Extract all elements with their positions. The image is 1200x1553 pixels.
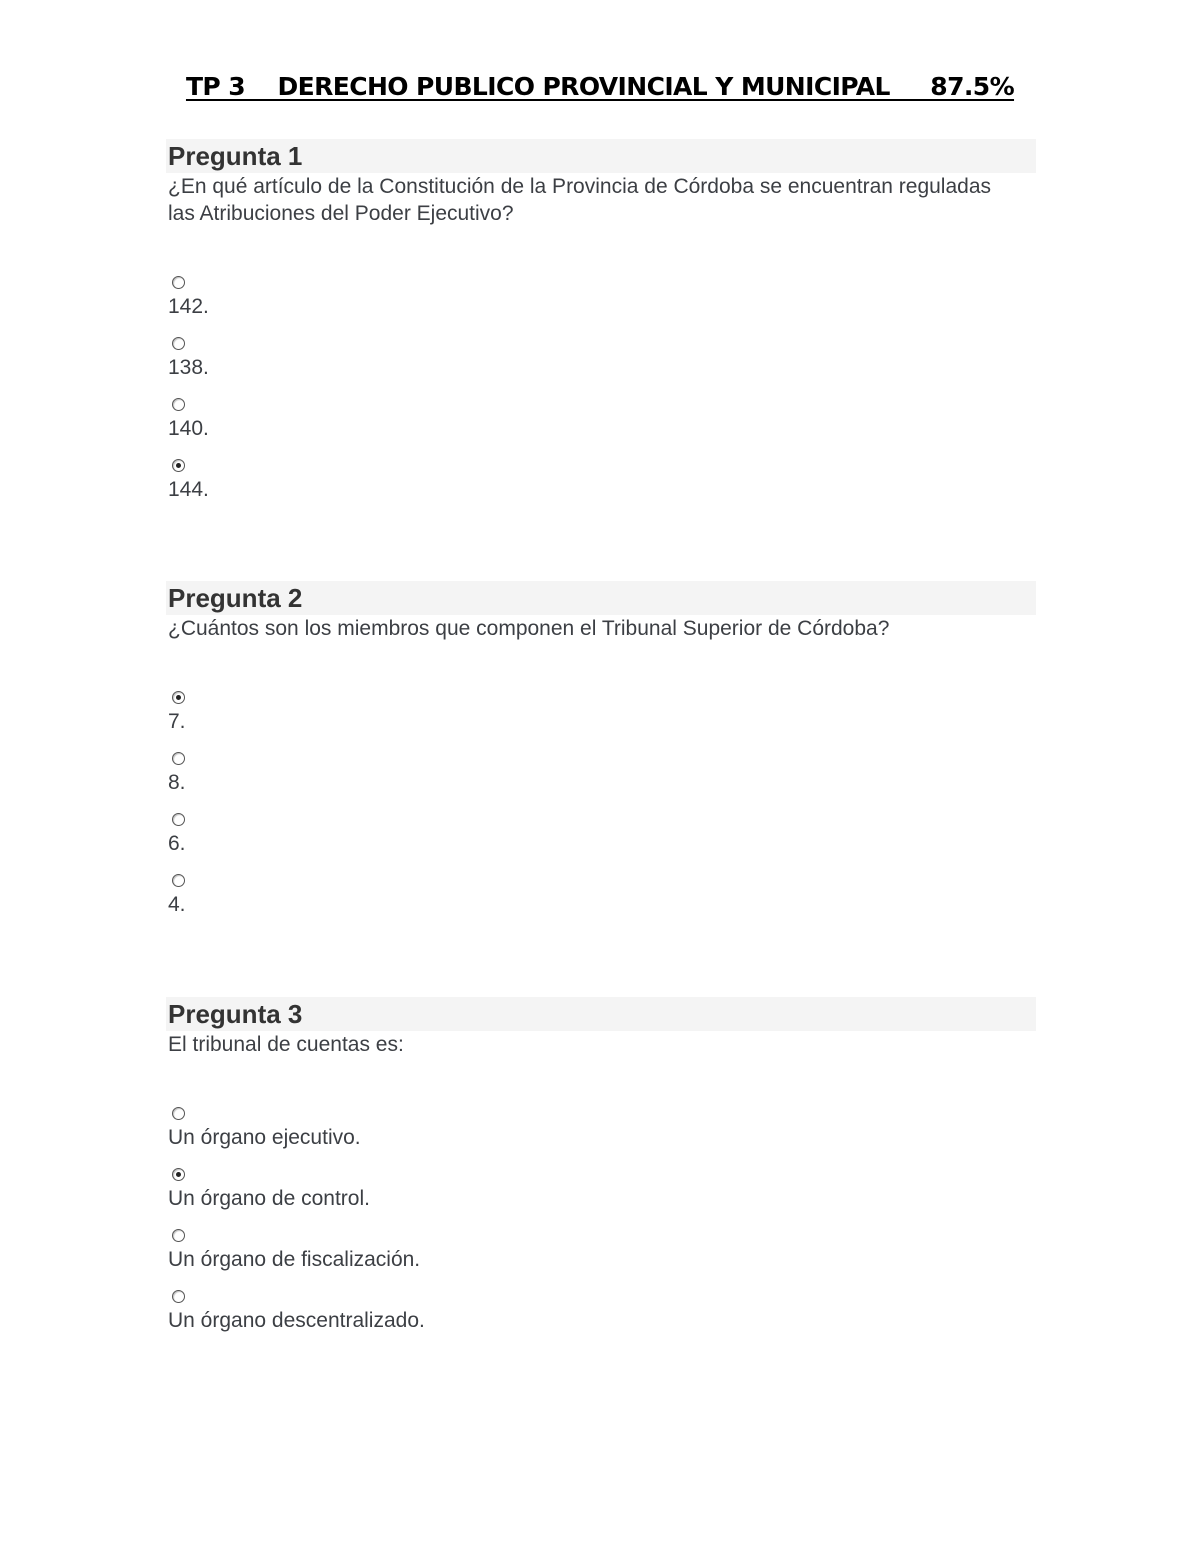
answer-option[interactable] <box>168 813 186 874</box>
question-2 <box>166 581 1036 916</box>
radio-button-selected[interactable] <box>172 459 185 472</box>
answer-label: 6. <box>168 832 186 855</box>
answer-label: 8. <box>168 771 186 794</box>
radio-button[interactable] <box>172 337 185 350</box>
question-1 <box>166 139 1036 501</box>
answer-option[interactable] <box>168 874 186 935</box>
answer-label: 7. <box>168 710 186 733</box>
question-header: Pregunta 2 <box>166 581 1036 615</box>
answer-option[interactable] <box>168 398 209 459</box>
question-3 <box>166 997 1036 1332</box>
question-header: Pregunta 1 <box>166 139 1036 173</box>
radio-button-selected[interactable] <box>172 691 185 704</box>
radio-button[interactable] <box>172 276 185 289</box>
radio-button-selected[interactable] <box>172 1168 185 1181</box>
answer-option[interactable] <box>168 1168 425 1229</box>
answer-option[interactable] <box>168 1290 425 1351</box>
answer-label: 142. <box>168 295 209 318</box>
answer-option[interactable] <box>168 276 209 337</box>
document-title: TP 3 DERECHO PUBLICO PROVINCIAL Y MUNICIPAL 87.5% <box>185 72 1015 101</box>
radio-button[interactable] <box>172 398 185 411</box>
answer-label: 4. <box>168 893 186 916</box>
answer-label: Un órgano de fiscalización. <box>168 1248 421 1271</box>
answer-options <box>168 691 186 935</box>
answer-label: 138. <box>168 356 209 379</box>
question-header: Pregunta 3 <box>166 997 1036 1031</box>
answer-option[interactable] <box>168 459 209 520</box>
question-text: El tribunal de cuentas es: <box>168 1033 404 1056</box>
question-text: ¿En qué artículo de la Constitución de la Provincia de Córdoba se encuentran reguladas las Atribuciones del Poder Ejecutivo? <box>168 175 992 225</box>
answer-option[interactable] <box>168 691 186 752</box>
radio-button[interactable] <box>172 874 185 887</box>
answer-label: 140. <box>168 417 209 440</box>
question-text: ¿Cuántos son los miembros que componen el Tribunal Superior de Córdoba? <box>168 617 890 640</box>
answer-option[interactable] <box>168 337 209 398</box>
answer-label: 144. <box>168 478 209 501</box>
radio-button[interactable] <box>172 813 185 826</box>
answer-option[interactable] <box>168 1107 425 1168</box>
answer-label: Un órgano de control. <box>168 1187 370 1210</box>
answer-label: Un órgano ejecutivo. <box>168 1126 361 1149</box>
radio-button[interactable] <box>172 1107 185 1120</box>
answer-label: Un órgano descentralizado. <box>168 1309 425 1332</box>
answer-options <box>168 1107 425 1351</box>
radio-button[interactable] <box>172 1229 185 1242</box>
radio-button[interactable] <box>172 1290 185 1303</box>
answer-option[interactable] <box>168 1229 425 1290</box>
answer-option[interactable] <box>168 752 186 813</box>
answer-options <box>168 276 209 520</box>
radio-button[interactable] <box>172 752 185 765</box>
